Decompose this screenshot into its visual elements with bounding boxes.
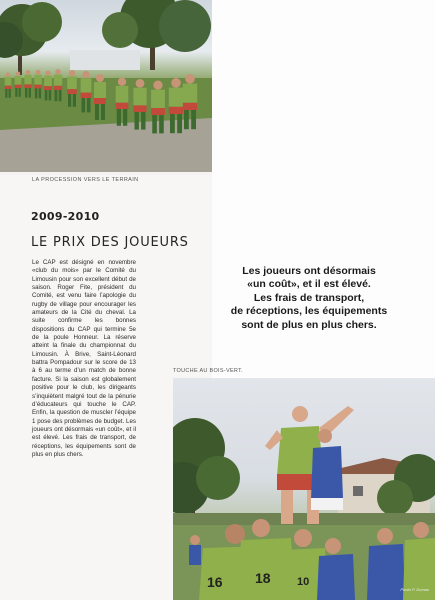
jersey-number: 18 (255, 570, 271, 586)
jersey-number: 10 (297, 576, 310, 588)
season-heading: 2009-2010 (31, 210, 100, 223)
hedge (173, 513, 435, 525)
pull-quote-line: sont de plus en plus chers. (241, 318, 377, 331)
tree-left (0, 2, 62, 75)
article-body: Le CAP est désigné en novembre «club du mois» par le Comité du Limousin pour son excellent début de saison. Roger Fite, président du Comité, est venu faire l’apologie du rugby de village pour encourager les amateurs de la Cité du cheval. La suite confirme les bonnes dispositions du CAP qui termine 5e de la poule Honneur. La réserve atteint la finale du championnat du Limousin. À Brive, Saint-Léonard battra Pompadour sur le score de 13 à 6 au terme d’un match de bonne facture. Si la saison est globalement positive pour le club, les dirigeants s’inquiètent malgré tout de la pénurie d’éducateurs qui touche le CAP. Enfin, la question de muscler l’équipe 1 pose des problèmes de budget. Les joueurs ont désormais «un coût», et il est élevé. Les frais de transport, de réceptions, les équipements sont de plus en plus chers. (32, 259, 136, 458)
pull-quote (214, 265, 404, 332)
procession-photo (0, 0, 212, 172)
pull-quote-line: de réceptions, les équipements (230, 305, 388, 318)
jersey-number: 16 (207, 574, 223, 590)
lineout-caption: TOUCHE AU BOIS-VERT. (173, 368, 243, 374)
pull-quote-line: Les frais de transport, (253, 291, 365, 304)
pull-quote-line: Les joueurs ont désormais (242, 265, 376, 277)
article-title: LE PRIX DES JOUEURS (31, 235, 189, 250)
building (70, 50, 140, 70)
photo-credit: Photo P. Dumas (400, 587, 429, 592)
procession-scene (0, 0, 212, 172)
lineout-scene (173, 378, 435, 600)
tree-cluster (173, 418, 240, 518)
spectator (189, 535, 201, 565)
pull-quote-line: «un coût», et il est élevé. (247, 278, 371, 291)
procession-caption: LA PROCESSION VERS LE TERRAIN (32, 177, 139, 183)
lineout-photo (173, 378, 435, 600)
